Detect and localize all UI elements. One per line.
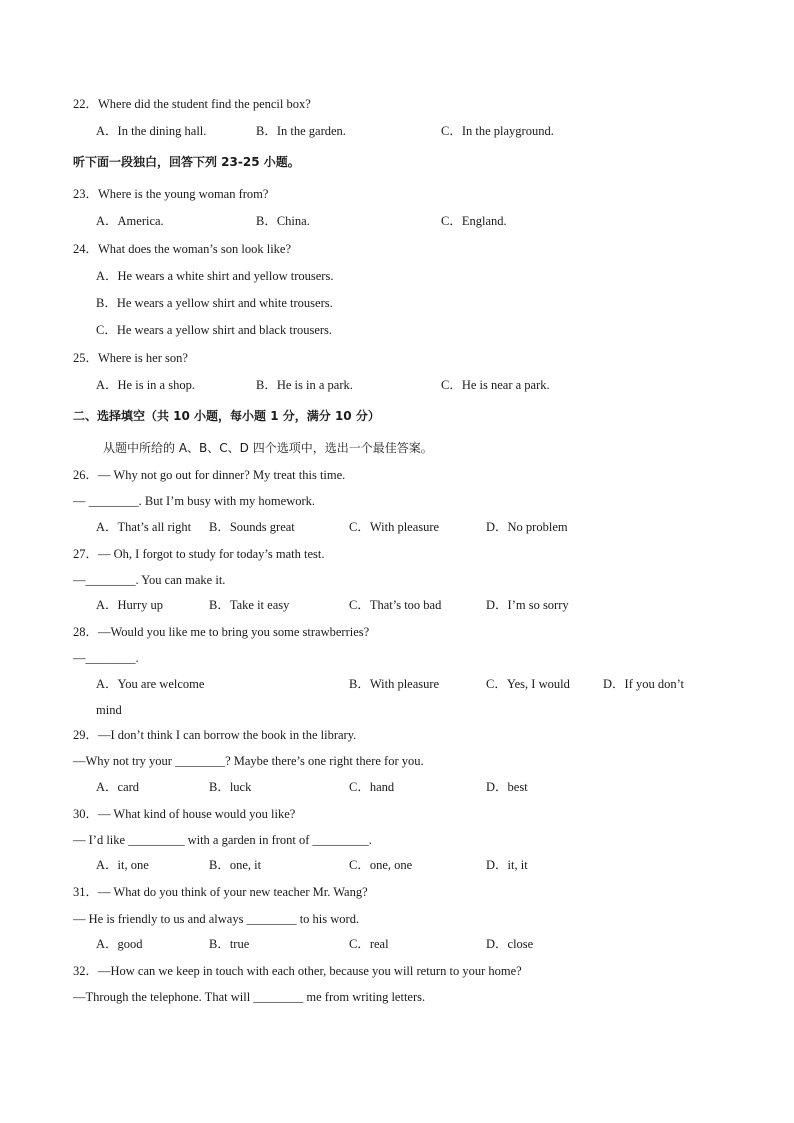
q26-option-c: C．With pleasure	[349, 520, 440, 534]
q31-option-c: C．real	[349, 937, 389, 951]
q30-option-a: A．it, one	[96, 858, 149, 872]
q26-line1: 26．— Why not go out for dinner? My treat this time.	[73, 468, 346, 482]
q29-line2: —Why not try your ________? Maybe there’s one right there for you.	[73, 754, 424, 768]
q25-option-a: A．He is in a shop.	[96, 378, 195, 392]
q29-line1: 29．—I don’t think I can borrow the book in the library.	[73, 728, 357, 742]
q28-option-b: B．With pleasure	[349, 677, 440, 691]
q22-option-c: C．In the playground.	[441, 124, 554, 138]
q24-option-b: B．He wears a yellow shirt and white trousers.	[96, 296, 333, 310]
q32-line1: 32．—How can we keep in touch with each other, because you will return to your home?	[73, 964, 522, 978]
q23-option-c: C．England.	[441, 214, 507, 228]
q31-option-b: B．true	[209, 937, 250, 951]
q23-stem: 23．Where is the young woman from?	[73, 187, 269, 201]
q30-option-c: C．one, one	[349, 858, 413, 872]
q25-option-b: B．He is in a park.	[256, 378, 353, 392]
q29-option-a: A．card	[96, 780, 140, 794]
q29-option-d: D．best	[486, 780, 528, 794]
q22-stem: 22．Where did the student find the pencil box?	[73, 97, 311, 111]
q23-option-a: A．America.	[96, 214, 164, 228]
q24-option-c: C．He wears a yellow shirt and black trousers.	[96, 323, 333, 337]
q22-option-a: A．In the dining hall.	[96, 124, 207, 138]
q26-line2: — ________. But I’m busy with my homework.	[73, 494, 316, 508]
q26-option-a: A．That’s all right	[96, 520, 192, 534]
q30-line1: 30．— What kind of house would you like?	[73, 807, 296, 821]
q28-line1: 28．—Would you like me to bring you some strawberries?	[73, 625, 370, 639]
q28-option-d: D．If you don’t	[603, 677, 685, 691]
q31-line1: 31．— What do you think of your new teacher Mr. Wang?	[73, 885, 368, 899]
q32-line2: —Through the telephone. That will ________ me from writing letters.	[73, 990, 426, 1004]
q30-line2: — I’d like _________ with a garden in front of _________.	[73, 833, 372, 847]
q24-stem: 24．What does the woman’s son look like?	[73, 242, 292, 256]
q31-option-d: D．close	[486, 937, 534, 951]
q31-line2: — He is friendly to us and always ________ to his word.	[73, 912, 360, 926]
q31-option-a: A．good	[96, 937, 143, 951]
q27-option-a: A．Hurry up	[96, 598, 164, 612]
q25-option-c: C．He is near a park.	[441, 378, 550, 392]
q27-line1: 27．— Oh, I forgot to study for today’s math test.	[73, 547, 325, 561]
q26-option-d: D．No problem	[486, 520, 568, 534]
q28-option-d-wrap: mind	[96, 703, 122, 717]
q27-option-b: B．Take it easy	[209, 598, 290, 612]
q27-line2: —________. You can make it.	[73, 573, 226, 587]
q25-stem: 25．Where is her son?	[73, 351, 188, 365]
q29-option-b: B．luck	[209, 780, 252, 794]
q24-option-a: A．He wears a white shirt and yellow trousers.	[96, 269, 334, 283]
q29-option-c: C．hand	[349, 780, 395, 794]
q22-option-b: B．In the garden.	[256, 124, 346, 138]
q30-option-d: D．it, it	[486, 858, 528, 872]
q23-option-b: B．China.	[256, 214, 310, 228]
q27-option-d: D．I’m so sorry	[486, 598, 569, 612]
section2-title: 二、选择填空（共 10 小题，每小题 1 分，满分 10 分）	[73, 409, 380, 423]
q28-option-a: A．You are welcome	[96, 677, 205, 691]
q28-option-c: C．Yes, I would	[486, 677, 570, 691]
q30-option-b: B．one, it	[209, 858, 262, 872]
section2-instruction: 从题中所给的 A、B、C、D 四个选项中，选出一个最佳答案。	[103, 441, 433, 455]
q28-line2: —________.	[73, 651, 139, 665]
listen-section-heading: 听下面一段独白，回答下列 23-25 小题。	[73, 155, 300, 169]
q26-option-b: B．Sounds great	[209, 520, 295, 534]
q27-option-c: C．That’s too bad	[349, 598, 442, 612]
